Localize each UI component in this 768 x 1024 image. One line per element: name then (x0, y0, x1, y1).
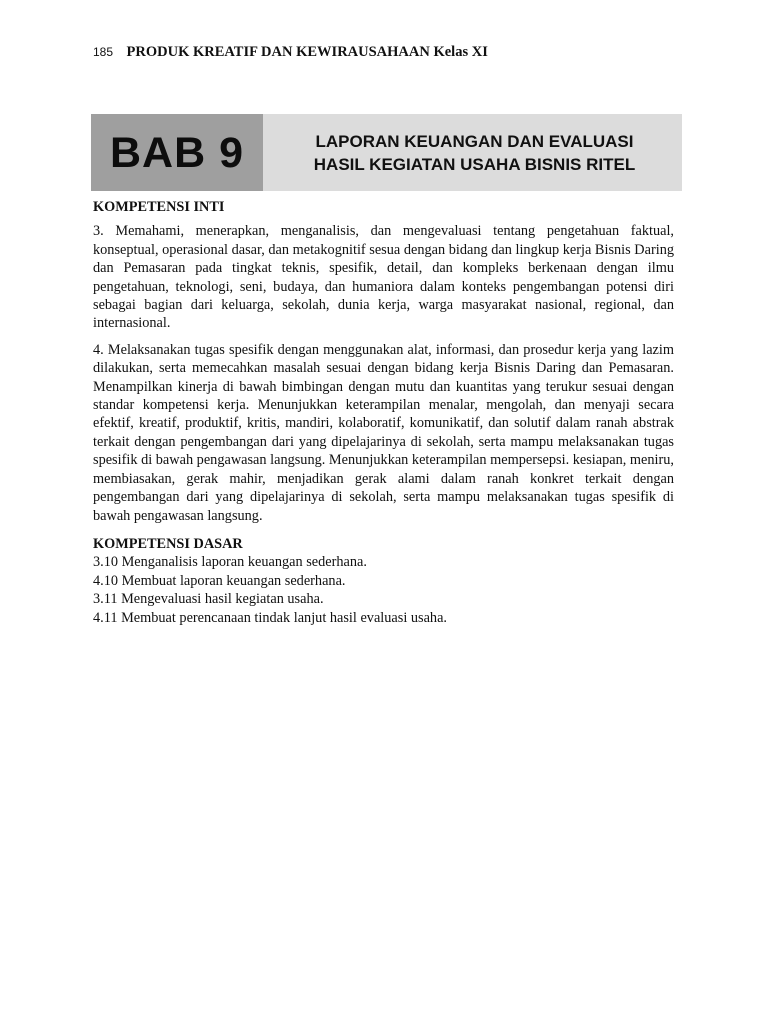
list-item: 4.11 Membuat perencanaan tindak lanjut hasil evaluasi usaha. (93, 609, 447, 626)
chapter-title (263, 114, 682, 191)
list-item: 3.10 Menganalisis laporan keuangan sederhana. (93, 554, 367, 571)
page-number: 185 (93, 45, 114, 59)
kompetensi-inti-paragraph: 3. Memahami, menerapkan, menganalisis, dan mengevaluasi tentang pengetahuan faktual, konseptual, operasional dasar, dan metakognitif sesua dengan bidang dan lingkup kerja Bisnis Daring dan Pemasaran pada tingkat teknis, spesifik, detail, dan kompleks berkenaan dengan ilmu pengetahuan, teknologi, seni, budaya, dan humaniora dalam konteks pengembangan potensi diri sebagai bagian dari keluarga, sekolah, dunia kerja, warga masyarakat nasional, regional, dan internasional. (93, 223, 674, 332)
list-item: 4.10 Membuat laporan keuangan sederhana. (93, 572, 346, 589)
chapter-title-line-2: HASIL KEGIATAN USAHA BISNIS RITEL (313, 154, 636, 174)
kompetensi-dasar-heading: KOMPETENSI DASAR (93, 535, 243, 552)
chapter-label: BAB 9 (91, 114, 263, 191)
list-item: 3.11 Mengevaluasi hasil kegiatan usaha. (93, 591, 324, 608)
page-content (93, 198, 674, 627)
kompetensi-inti-heading: KOMPETENSI INTI (93, 199, 225, 215)
page-header (93, 43, 693, 62)
running-title: PRODUK KREATIF DAN KEWIRAUSAHAAN Kelas XI (126, 44, 488, 60)
chapter-banner (91, 114, 682, 191)
kompetensi-dasar-list (93, 553, 674, 627)
kompetensi-inti-paragraph: 4. Melaksanakan tugas spesifik dengan menggunakan alat, informasi, dan prosedur kerja yang lazim dilakukan, serta memecahkan masalah sesuai dengan bidang kerja Bisnis Daring dan Pemasaran. Menampilkan kinerja di bawah bimbingan dengan mutu dan kuantitas yang terukur sesuai dengan standar kompetensi kerja. Menunjukkan keterampilan menalar, mengolah, dan menyaji secara efektif, kreatif, produktif, kritis, mandiri, kolaboratif, komunikatif, dan solutif dalam ranah abstrak terkait dengan pengembangan dari yang dipelajarinya di sekolah, serta mampu melaksanakan tugas spesifik di bawah pengawasan langsung. Menunjukkan keterampilan mempersepsi. kesiapan, meniru, membiasakan, gerak mahir, menjadikan gerak alami dalam ranah konkret terkait dengan pengembangan dari yang dipelajarinya di sekolah, serta mampu melaksanakan tugas spesifik di bawah pengawasan langsung. (93, 341, 674, 524)
chapter-title-line-1: LAPORAN KEUANGAN DAN EVALUASI (315, 131, 634, 151)
